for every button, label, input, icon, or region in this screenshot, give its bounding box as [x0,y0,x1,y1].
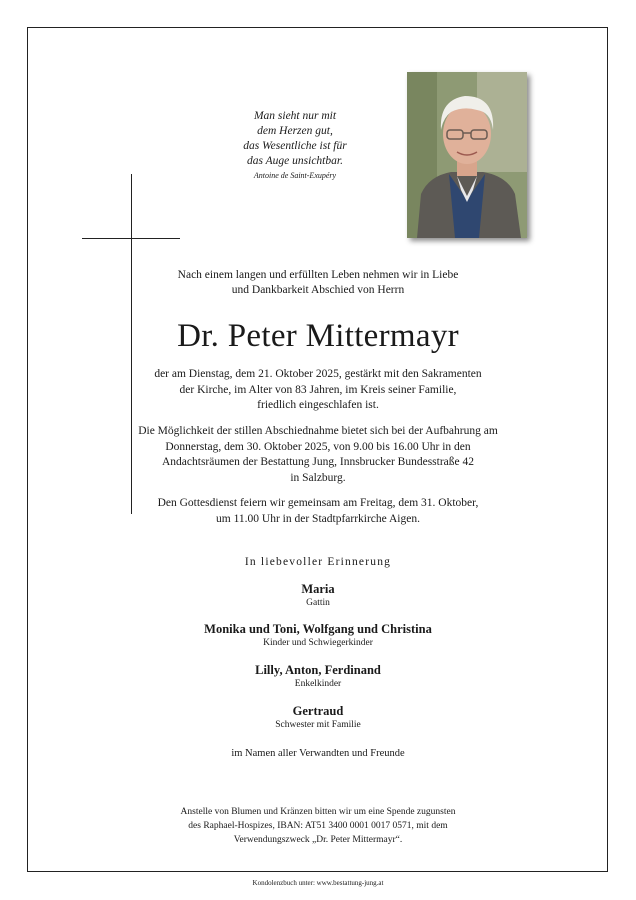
text-line: friedlich eingeschlafen ist. [257,399,379,411]
family-member-name: Maria [301,582,335,596]
family-member-name: Lilly, Anton, Ferdinand [255,663,381,677]
intro-line: und Dankbarkeit Abschied von Herrn [231,284,405,296]
memory-heading: In liebevoller Erinnerung [244,556,392,568]
family-member-role: Kinder und Schwiegerkinder [263,638,373,648]
quote-author: Antoine de Saint-Exupéry [253,171,337,180]
text-line: in Salzburg. [290,471,346,484]
family-entry [0,662,636,690]
relatives-line: im Namen aller Verwandten und Freunde [231,748,405,759]
family-entry [0,703,636,731]
text-line: des Raphael-Hospizes, IBAN: AT51 3400 0001 0017 0571, mit dem [188,821,448,831]
intro-text [0,268,636,298]
family-member-name: Gertraud [292,704,344,718]
family-member-name: Monika und Toni, Wolfgang und Christina [204,622,432,636]
portrait-photo [407,72,527,238]
family-member-role: Schwester mit Familie [275,720,361,730]
quote-line: das Wesentliche ist für [243,140,347,152]
text-line: Anstelle von Blumen und Kränzen bitten wir um eine Spende zugunsten [180,807,456,817]
deceased-name: Dr. Peter Mittermayr [177,318,459,354]
text-line: Donnerstag, dem 30. Oktober 2025, von 9.00 bis 16.00 Uhr in den [165,440,471,453]
text-line: der Kirche, im Alter von 83 Jahren, im Kreis seiner Familie, [179,383,457,396]
death-announcement [0,367,636,414]
intro-line: Nach einem langen und erfüllten Leben nehmen wir in Liebe [177,269,459,281]
family-member-role: Enkelkinder [294,679,342,689]
text-line: der am Dienstag, dem 21. Oktober 2025, gestärkt mit den Sakramenten [154,368,482,380]
family-entry [0,581,636,609]
condolence-footer: Kondolenzbuch unter: www.bestattung-jung.at [252,879,384,887]
viewing-details [0,424,636,486]
service-details [0,496,636,527]
text-line: Andachtsräumen der Bestattung Jung, Innsbrucker Bundesstraße 42 [161,456,475,468]
quote-line: Man sieht nur mit [253,110,337,122]
text-line: Die Möglichkeit der stillen Abschiednahme bietet sich bei der Aufbahrung am [138,425,498,437]
family-member-role: Gattin [306,598,330,608]
family-entry [0,621,636,649]
text-line: Den Gottesdienst feiern wir gemeinsam am Freitag, dem 31. Oktober, [157,497,479,509]
quote-line: dem Herzen gut, [257,125,333,137]
epigraph-quote [200,109,390,182]
text-line: Verwendungszweck „Dr. Peter Mittermayr“. [233,835,403,845]
quote-line: das Auge unsichtbar. [247,155,343,167]
text-line: um 11.00 Uhr in der Stadtpfarrkirche Aigen. [216,512,420,525]
donation-request [0,805,636,847]
cross-horizontal-bar [82,238,180,239]
